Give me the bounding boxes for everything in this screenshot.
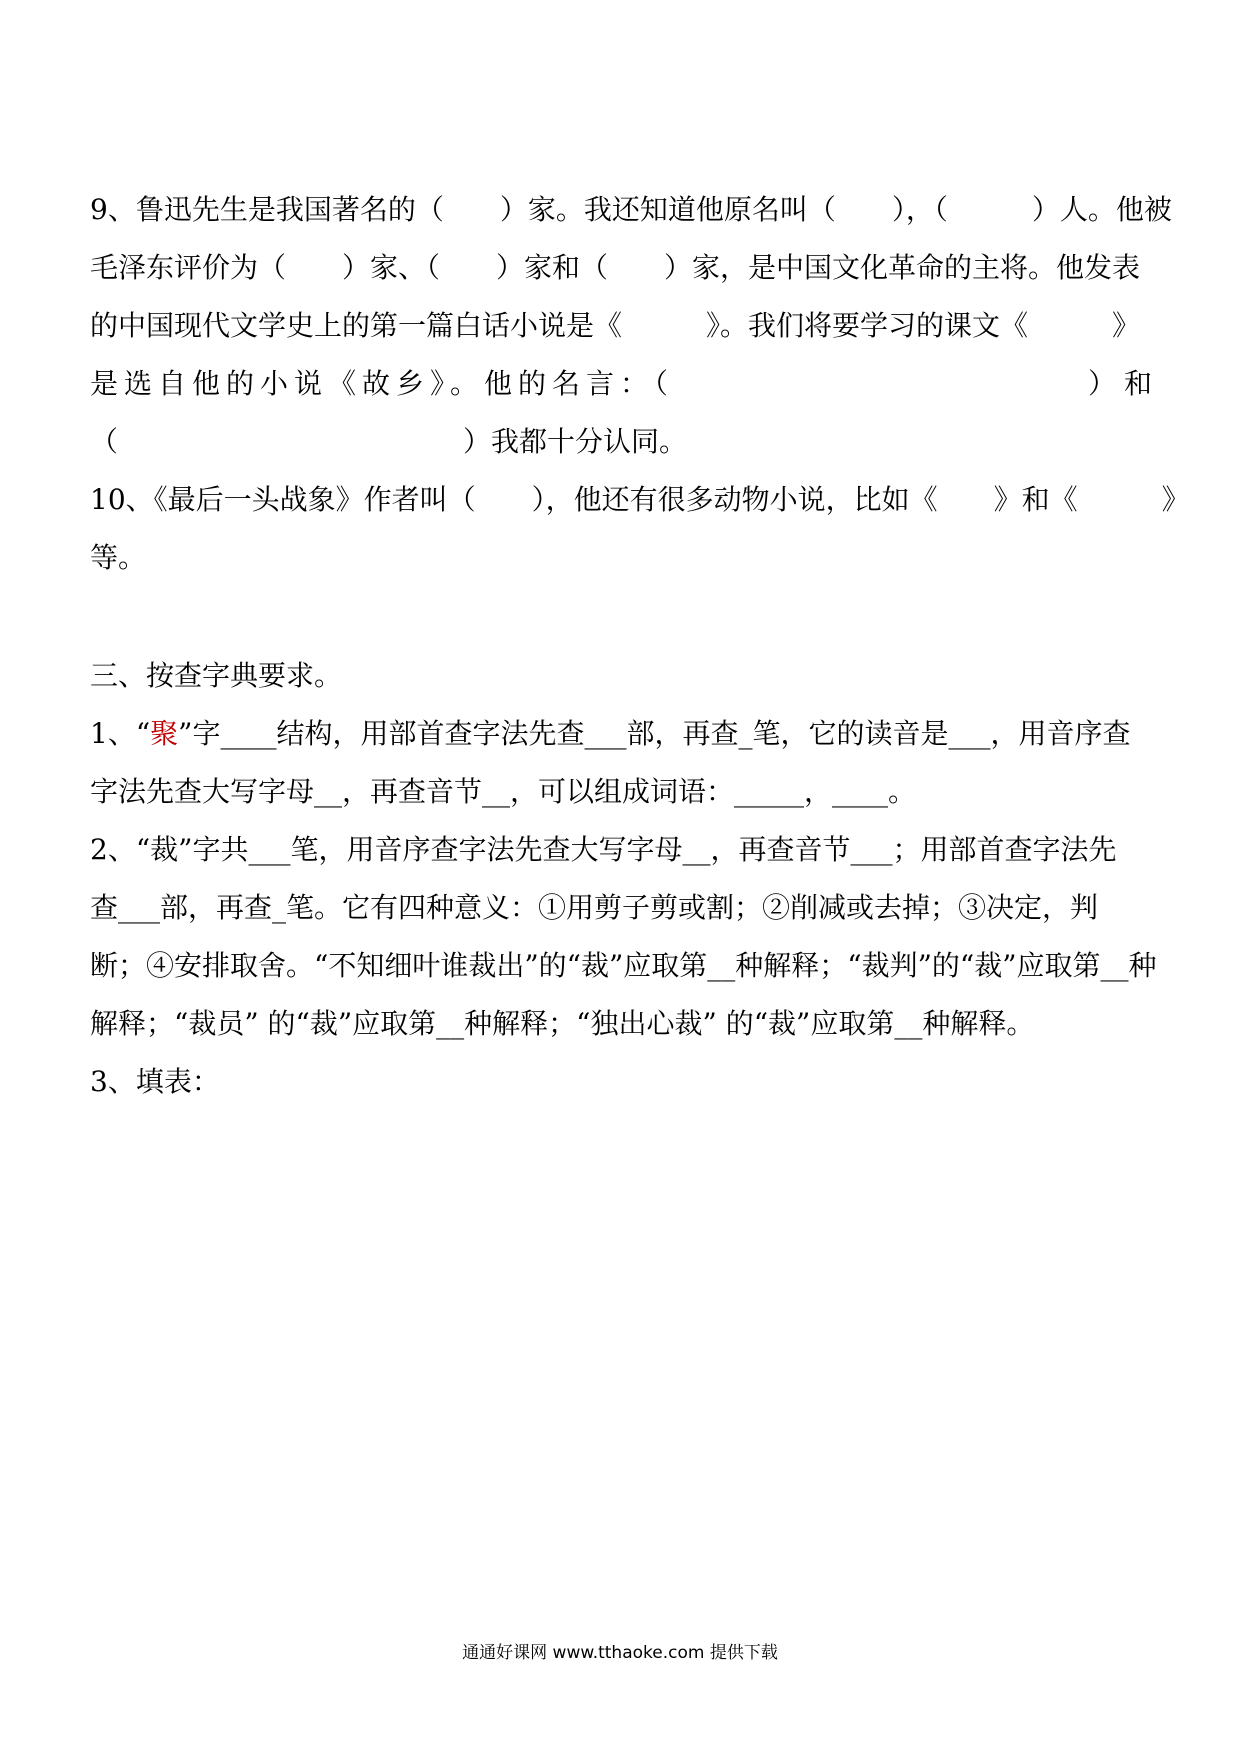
section-3-heading: 三、按查字典要求。: [90, 659, 343, 692]
footer-credit: 通通好课网 www.tthaoke.com 提供下载: [462, 1643, 778, 1663]
s3-item1-line-1-rest: ”字____结构，用部首查字法先查___部，再查_笔，它的读音是___，用音序查: [178, 717, 1131, 750]
q9-line-1: 9、鲁迅先生是我国著名的（ ）家。我还知道他原名叫（ ），（ ）人。他被: [90, 193, 1172, 226]
q9-line-3: 的中国现代文学史上的第一篇白话小说是《 》。我们将要学习的课文《 》: [90, 309, 1141, 342]
s3-item1-prefix: 1、“: [90, 717, 151, 750]
s3-item1-highlight-char: 聚: [150, 717, 179, 750]
q9-line-4-right: ）和: [1087, 367, 1160, 400]
q10-line-1: 10、《最后一头战象》作者叫（ ），他还有很多动物小说，比如《 》和《 》: [90, 483, 1190, 516]
q9-line-5: [90, 422, 1160, 462]
q9-line-5-open: （: [90, 425, 119, 458]
s3-item1-line-1: [90, 714, 1160, 754]
q9-line-5-rest: ）我都十分认同。: [463, 425, 688, 458]
q10-line-2: 等。: [90, 541, 147, 574]
s3-item3: 3、填表：: [90, 1065, 220, 1098]
s3-item2-line-3: 断；④安排取舍。“不知细叶谁裁出”的“裁”应取第__种解释；“裁判”的“裁”应取第__种: [90, 949, 1157, 982]
q9-line-2: 毛泽东评价为（ ）家、（ ）家和（ ）家，是中国文化革命的主将。他发表: [90, 251, 1141, 284]
q9-line-4: [90, 364, 1160, 404]
s3-item1-line-2: 字法先查大写字母__，再查音节__，可以组成词语：_____，____。: [90, 775, 917, 808]
s3-item2-line-4: 解释；“裁员” 的“裁”应取第__种解释；“独出心裁” 的“裁”应取第__种解释。: [90, 1007, 1035, 1040]
q9-line-4-left: 是选自他的小说《故乡》。他的名言：（: [90, 367, 675, 400]
s3-item2-line-1: 2、“裁”字共___笔，用音序查字法先查大写字母__，再查音节___；用部首查字法先: [90, 833, 1117, 866]
s3-item2-line-2: 查___部，再查_笔。它有四种意义：①用剪子剪或割；②削减或去掉；③决定，判: [90, 891, 1099, 924]
